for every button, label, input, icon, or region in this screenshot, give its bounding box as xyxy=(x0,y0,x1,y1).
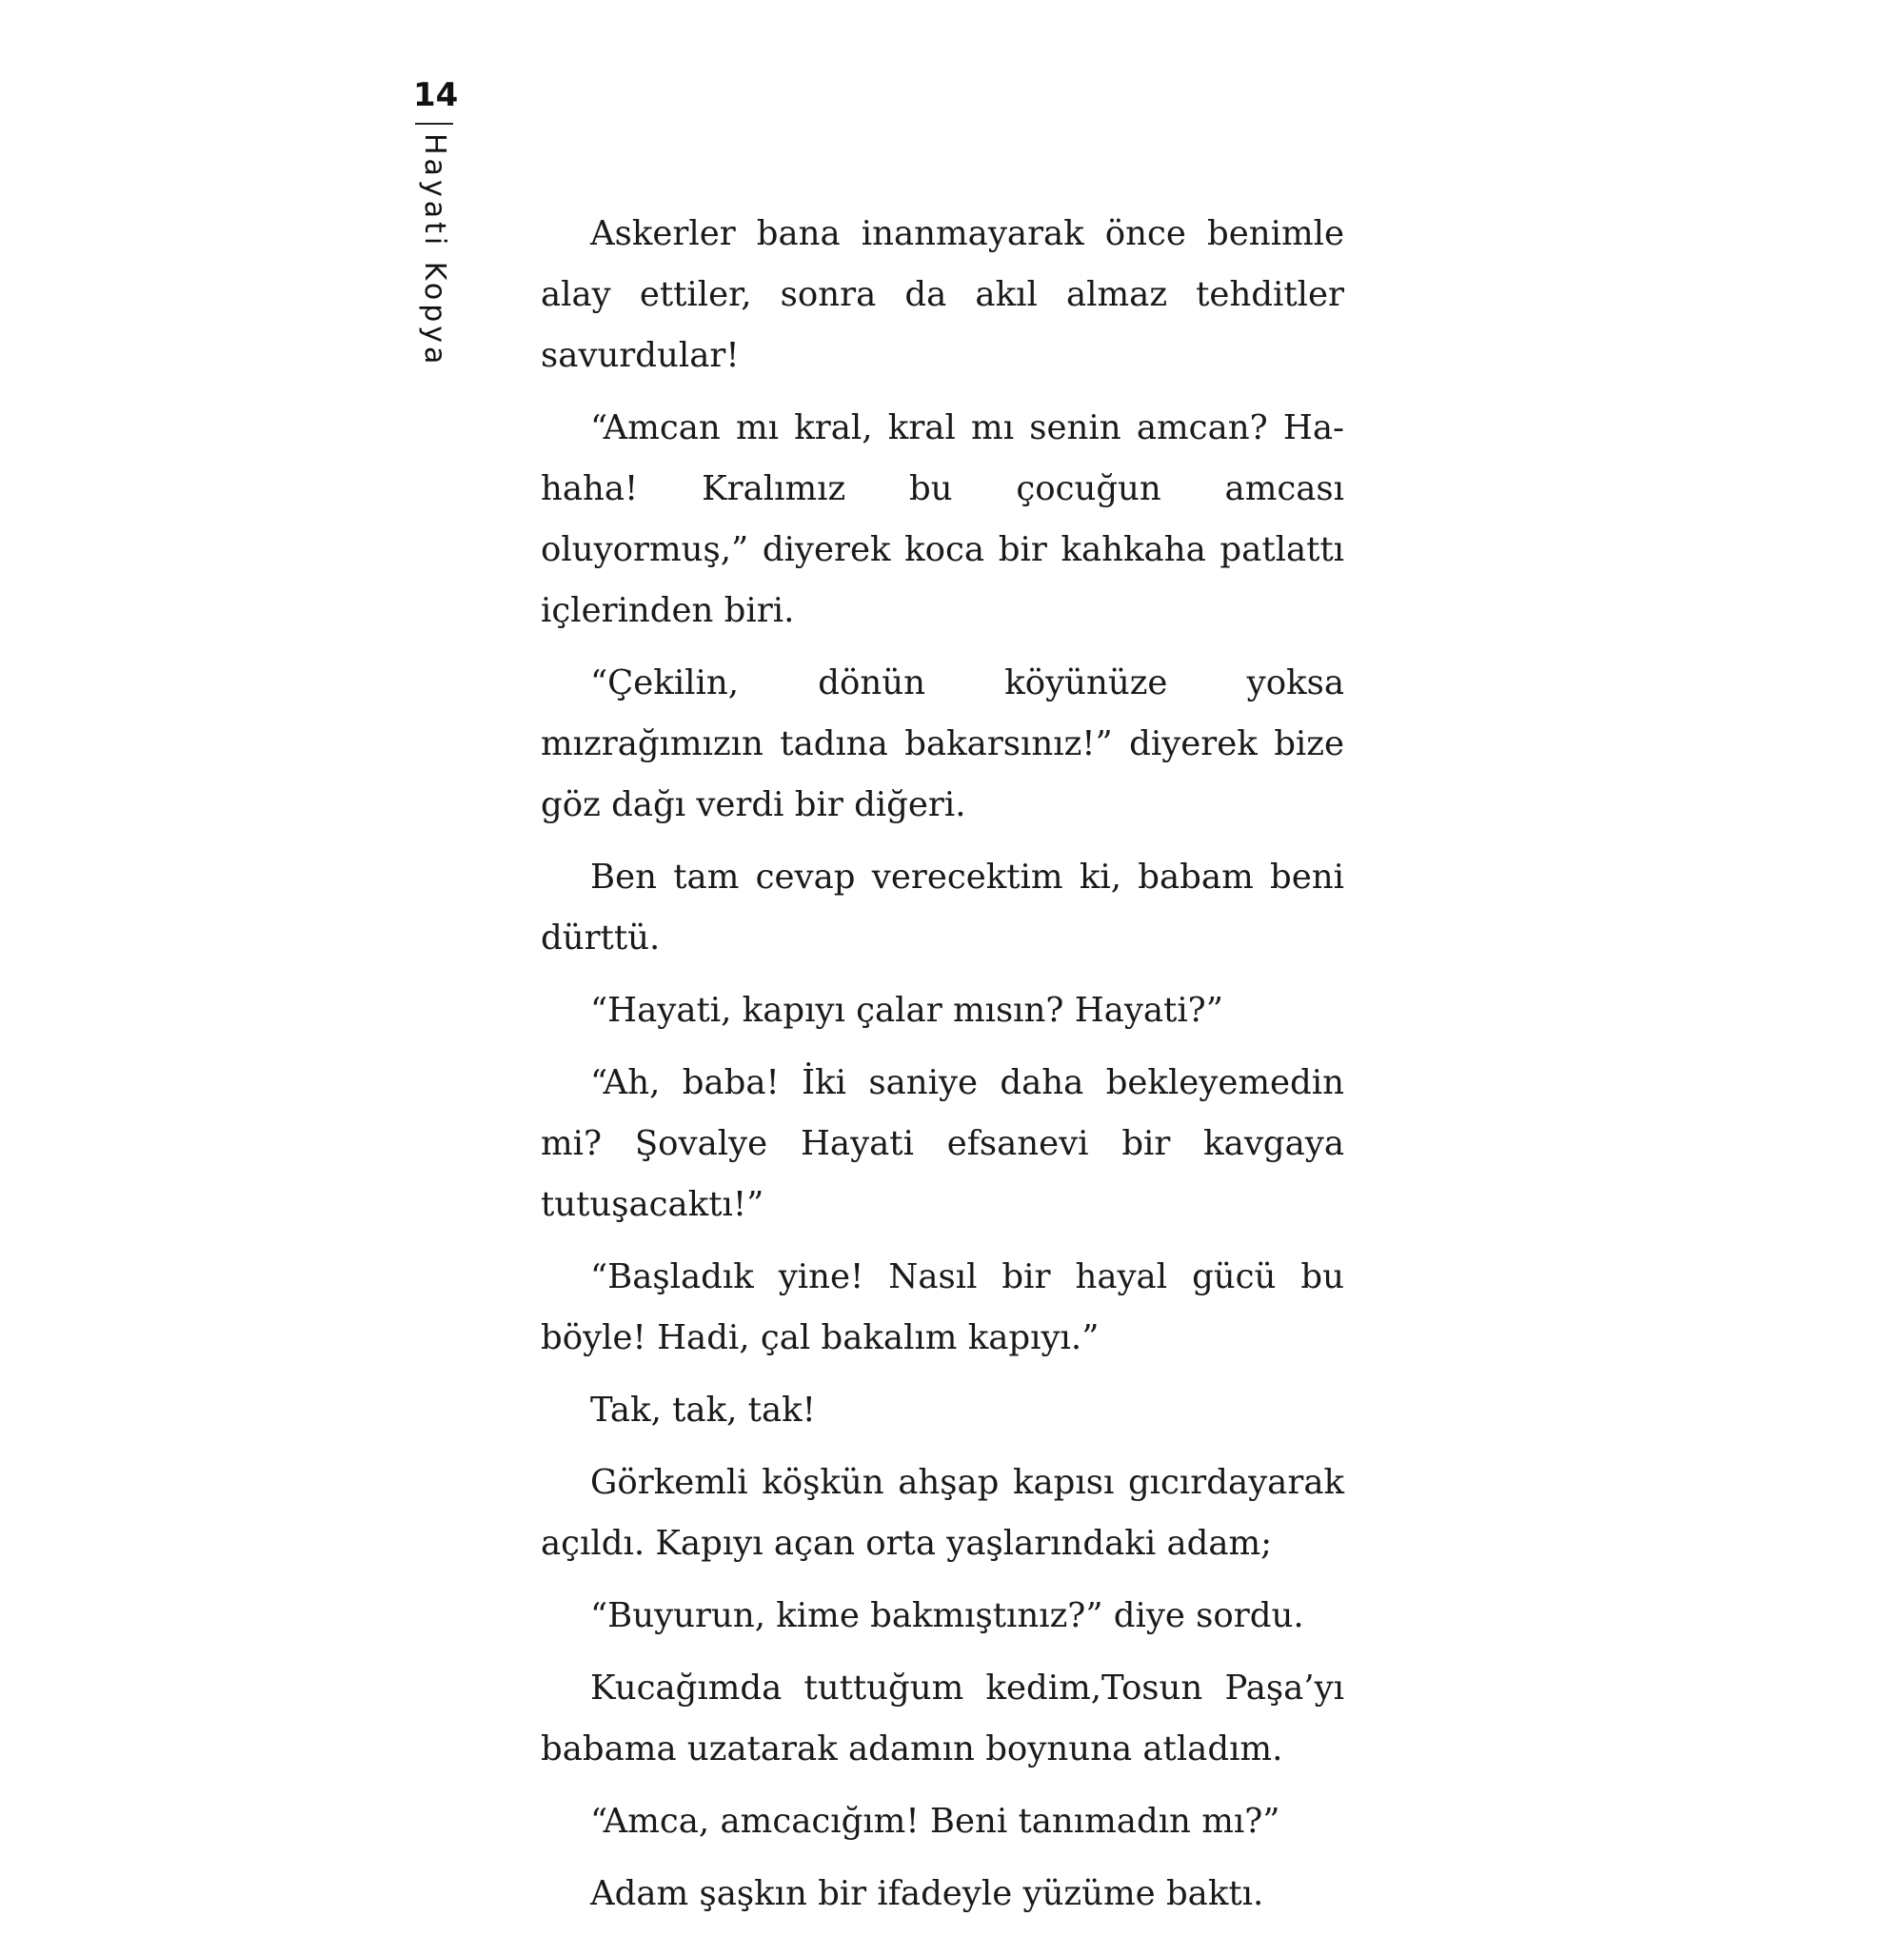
paragraph: “Başladık yine! Nasıl bir hayal gücü bu böyle! Hadi, çal bakalım kapıyı.” xyxy=(541,1257,1344,1357)
paragraph: “Hayati, kapıyı çalar mısın? Hayati?” xyxy=(590,991,1223,1030)
paragraph: “Amcan mı kral, kral mı senin amcan? Hahaha! Kralımız bu çocuğun amcası oluyormuş,” diyerek koca bir kahkaha patlattı içlerinden biri. xyxy=(541,408,1344,630)
running-title: Hayati Kopya xyxy=(418,133,451,368)
header-divider xyxy=(415,123,453,125)
body-text xyxy=(541,204,1344,1936)
paragraph: Tak, tak, tak! xyxy=(590,1391,816,1430)
paragraph: Görkemli köşkün ahşap kapısı gıcırdayarak açıldı. Kapıyı açan orta yaşlarındaki adam; xyxy=(541,1463,1344,1563)
paragraph: “Çekilin, dönün köyünüze yoksa mızrağımızın tadına bakarsınız!” diyerek bize göz dağı verdi bir diğeri. xyxy=(541,663,1344,824)
paragraph: “Buyurun, kime bakmıştınız?” diye sordu. xyxy=(590,1596,1304,1635)
paragraph: Ben tam cevap verecektim ki, babam beni dürttü. xyxy=(541,858,1344,958)
page-number: 14 xyxy=(413,76,459,114)
paragraph: Adam şaşkın bir ifadeyle yüzüme baktı. xyxy=(590,1874,1264,1913)
paragraph: Askerler bana inanmayarak önce benimle alay ettiler, sonra da akıl almaz tehditler savurdular! xyxy=(541,214,1344,375)
paragraph: “Amca, amcacığım! Beni tanımadın mı?” xyxy=(590,1802,1280,1841)
paragraph: Kucağımda tuttuğum kedim,Tosun Paşa’yı babama uzatarak adamın boynuna atladım. xyxy=(541,1669,1344,1768)
paragraph: “Ah, baba! İki saniye daha bekleyemedin mi? Şovalye Hayati efsanevi bir kavgaya tutuşacaktı!” xyxy=(541,1063,1344,1224)
